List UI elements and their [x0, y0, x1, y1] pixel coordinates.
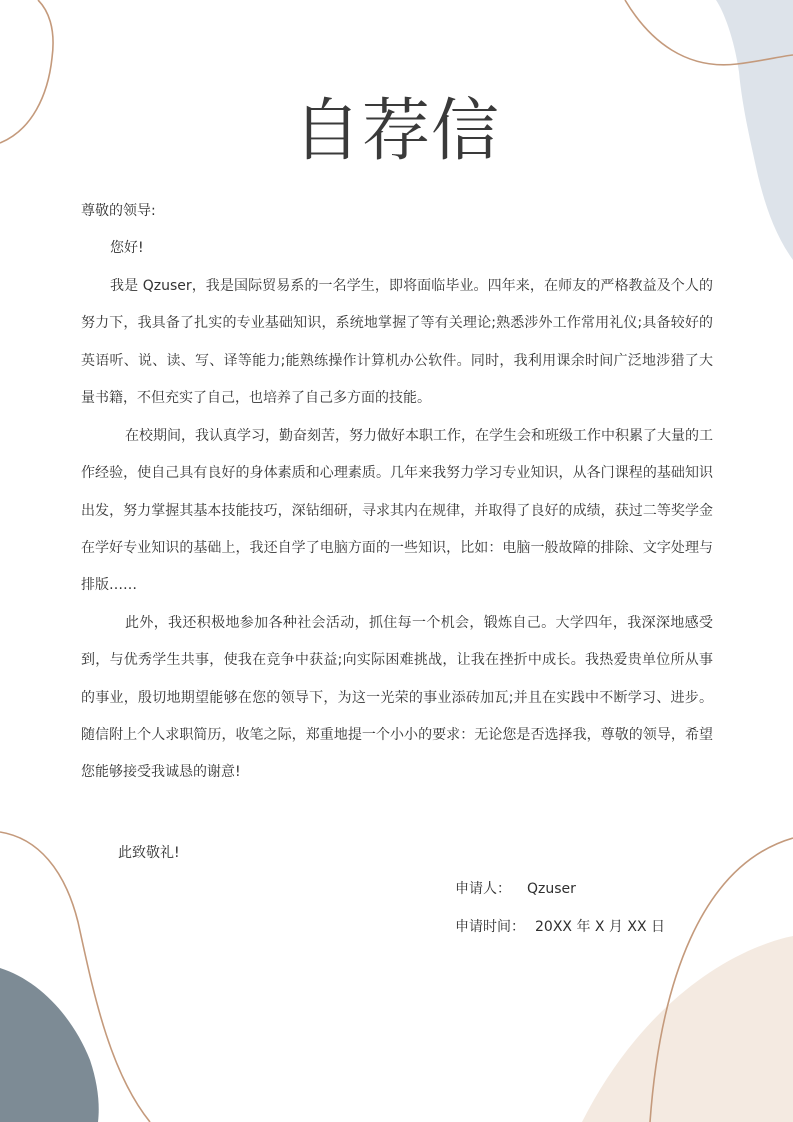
body-paragraph-1: 我是 Qzuser，我是国际贸易系的一名学生，即将面临毕业。四年来，在师友的严格教益及个人的努力下，我具备了扎实的专业基础知识，系统地掌握了等有关理论;熟悉涉外工作常用礼仪;具备较好的英语听、说、读、写、译等能力;能熟练操作计算机办公软件。同时，我利用课余时间广泛地涉猎了大量书籍，不但充实了自己，也培养了自己多方面的技能。 — [81, 278, 713, 406]
greeting: 您好! — [110, 240, 144, 256]
bottom-right-peach-blob — [582, 936, 793, 1122]
applicant-label: 申请人： — [455, 881, 511, 897]
date-label: 申请时间： — [455, 919, 525, 935]
body-paragraph-3: 此外，我还积极地参加各种社会活动，抓住每一个机会，锻炼自己。大学四年，我深深地感受到，与优秀学生共事，使我在竞争中获益;向实际困难挑战，让我在挫折中成长。我热爱贵单位所从事的事业，殷切地期望能够在您的领导下，为这一光荣的事业添砖加瓦;并且在实践中不断学习、进步。随信附上个人求职简历，收笔之际，郑重地提一个小小的要求：无论您是否选择我，尊敬的领导，希望您能够接受我诚恳的谢意! — [81, 615, 713, 781]
body-paragraph-2: 在校期间，我认真学习，勤奋刻苦，努力做好本职工作，在学生会和班级工作中积累了大量的工作经验，使自己具有良好的身体素质和心理素质。几年来我努力学习专业知识，从各门课程的基础知识出发，努力掌握其基本技能技巧，深钻细研，寻求其内在规律，并取得了良好的成绩，获过二等奖学金在学好专业知识的基础上，我还自学了电脑方面的一些知识，比如：电脑一般故障的排除、文字处理与排版…… — [81, 428, 713, 594]
top-right-curve-decoration — [625, 0, 793, 65]
closing-line: 此致敬礼! — [118, 845, 180, 861]
salutation: 尊敬的领导: — [81, 203, 156, 219]
applicant-name: Qzuser — [527, 881, 576, 897]
letter-title: 自荐信 — [292, 92, 500, 171]
bottom-left-slate-blob — [0, 968, 99, 1122]
bottom-right-curve-decoration — [650, 838, 793, 1122]
date-value: 20XX 年 X 月 XX 日 — [535, 919, 666, 935]
bottom-left-curve-decoration — [0, 832, 150, 1122]
application-date-line — [455, 917, 665, 937]
applicant-signature-line — [455, 879, 576, 899]
